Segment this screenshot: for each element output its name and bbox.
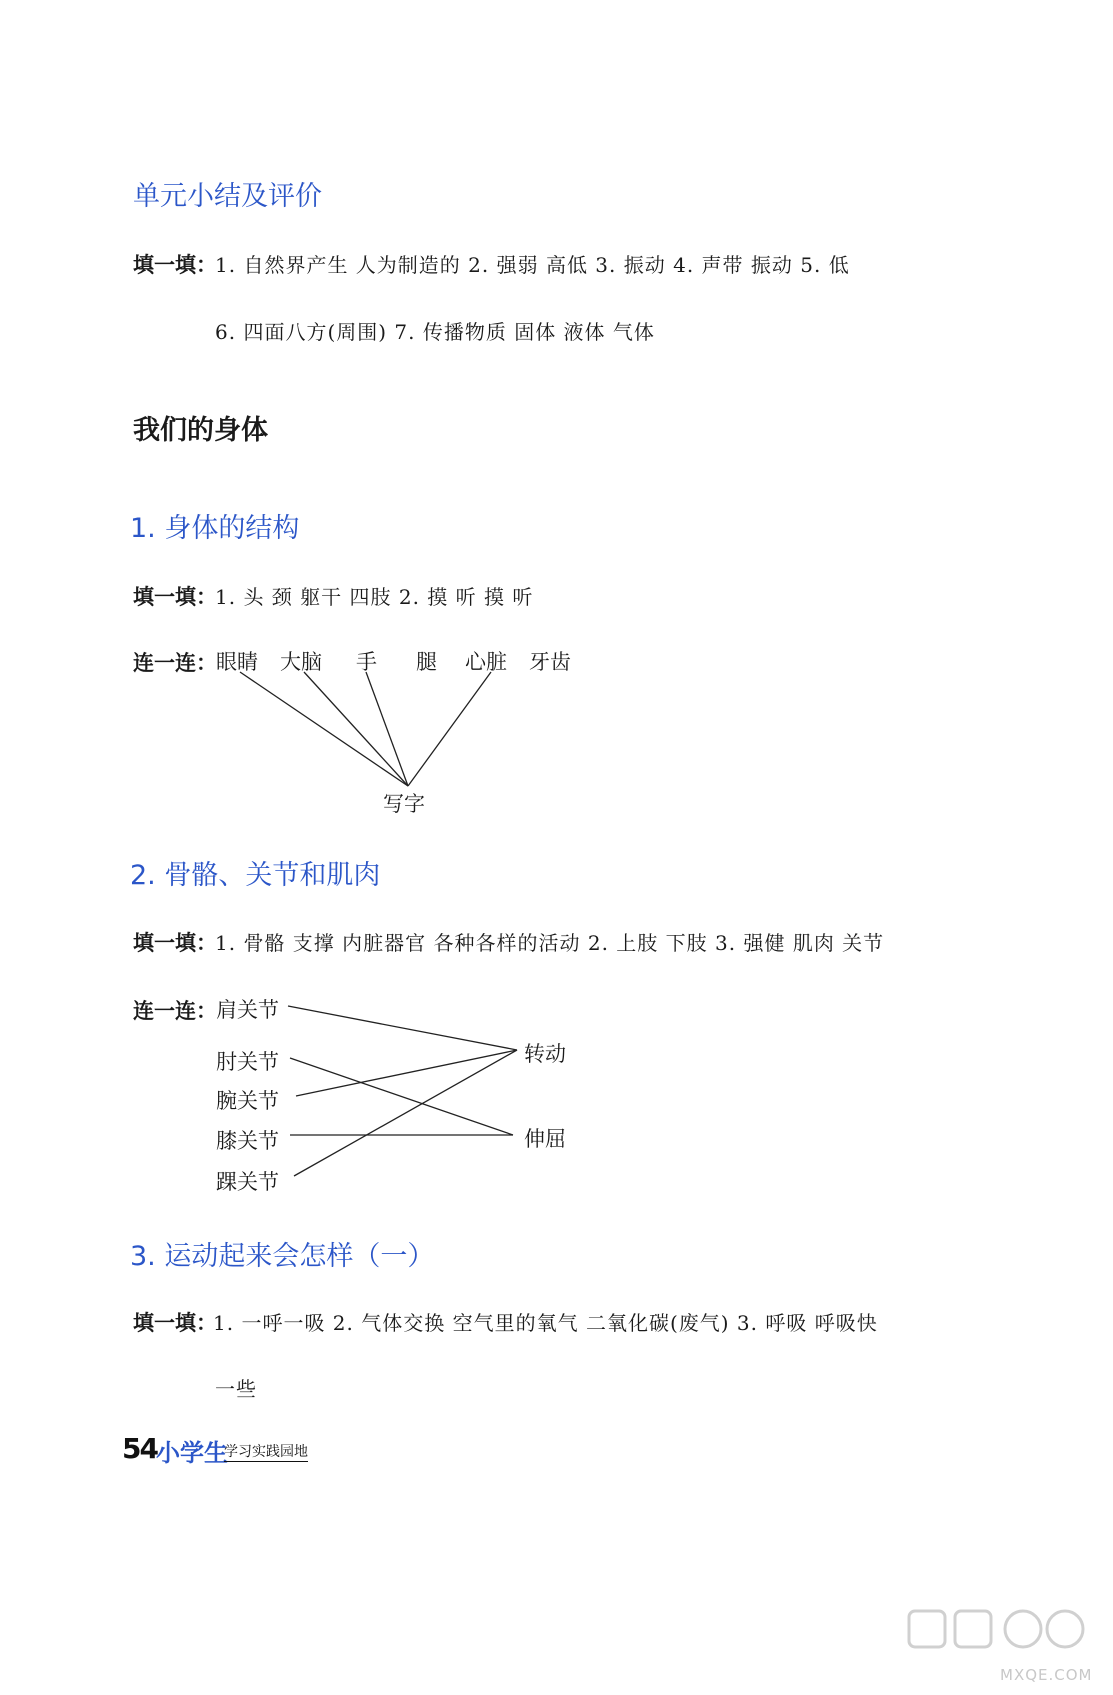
line-heart-writing [408,672,491,786]
movement-flex: 伸屈 [524,1127,566,1151]
section3-fill-line2: 一些 [215,1377,257,1401]
line-wrist-rotate [296,1050,517,1096]
joint-knee: 膝关节 [216,1129,279,1153]
watermark-logo-icon [905,1607,1105,1657]
organ-word-teeth: 牙齿 [529,650,571,674]
page-number: 54 [122,1432,157,1465]
organ-word-leg: 腿 [416,650,437,674]
unit-summary-fill-label: 填一填： [133,253,217,277]
organ-word-hand: 手 [356,650,377,674]
footer-subtitle: 学习实践园地 [224,1441,308,1462]
organ-word-brain: 大脑 [280,650,322,674]
joint-shoulder: 肩关节 [216,998,279,1022]
organ-word-heart: 心脏 [465,650,507,674]
line-shoulder-rotate [288,1006,517,1050]
unit-summary-fill-line2: 6. 四面八方(周围) 7. 传播物质 固体 液体 气体 [215,320,655,344]
section3-fill-label: 填一填： [133,1311,217,1335]
line-hand-writing [366,672,408,786]
section1-match-label: 连一连： [133,651,217,675]
section2-fill: 1. 骨骼 支撑 内脏器官 各种各样的活动 2. 上肢 下肢 3. 强健 肌肉 关节 [215,931,885,955]
line-brain-writing [304,672,408,786]
footer-brand: 小学生 [156,1439,228,1467]
target-word-writing: 写字 [383,792,425,816]
section2-fill-label: 填一填： [133,931,217,955]
watermark-site: MXQE.COM [1000,1666,1093,1684]
joint-ankle: 踝关节 [216,1170,279,1194]
unit-summary-title: 单元小结及评价 [133,181,322,212]
organ-word-eyes: 眼睛 [216,650,258,674]
section2-match-label: 连一连： [133,999,217,1023]
section3-title: 3. 运动起来会怎样（一） [130,1241,435,1272]
section1-title: 1. 身体的结构 [130,513,300,544]
line-eyes-writing [240,672,408,786]
section1-fill: 1. 头 颈 躯干 四肢 2. 摸 听 摸 听 [215,585,534,609]
line-ankle-rotate [294,1050,517,1176]
joint-wrist: 腕关节 [216,1089,279,1113]
section2-title: 2. 骨骼、关节和肌肉 [130,860,381,891]
unit-summary-fill-line1: 1. 自然界产生 人为制造的 2. 强弱 高低 3. 振动 4. 声带 振动 5. 低 [215,253,850,277]
movement-rotate: 转动 [524,1042,566,1066]
joint-elbow: 肘关节 [216,1050,279,1074]
line-elbow-flex [290,1058,513,1135]
section3-fill-line1: 1. 一呼一吸 2. 气体交换 空气里的氧气 二氧化碳(废气) 3. 呼吸 呼吸快 [213,1311,878,1335]
chapter-title: 我们的身体 [133,415,268,446]
section1-fill-label: 填一填： [133,585,217,609]
